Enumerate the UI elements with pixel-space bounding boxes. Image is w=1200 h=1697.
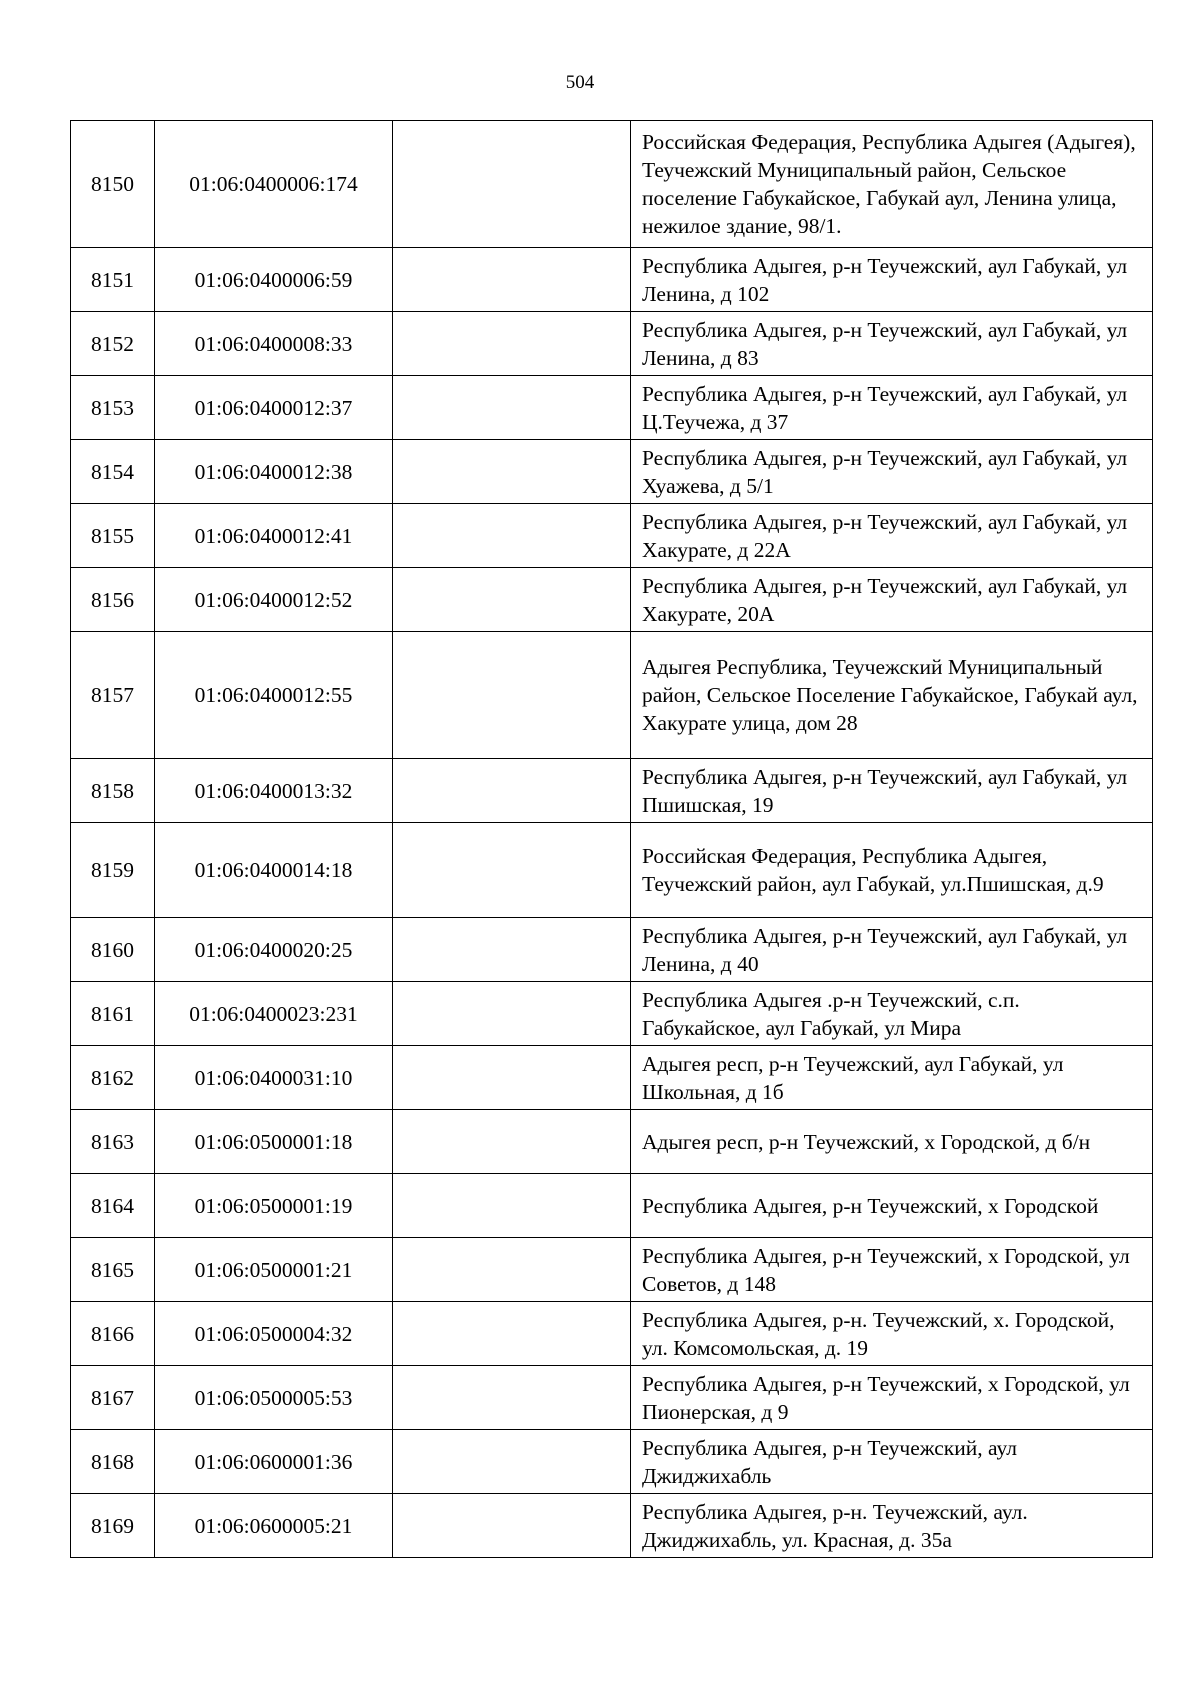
cadastral-number-cell: 01:06:0400013:32 — [155, 759, 393, 823]
cadastral-number-cell: 01:06:0400012:52 — [155, 568, 393, 632]
cadastral-number-cell: 01:06:0400006:59 — [155, 248, 393, 312]
cadastral-number-cell: 01:06:0400023:231 — [155, 982, 393, 1046]
table-row — [71, 376, 1153, 440]
table-row — [71, 1110, 1153, 1174]
empty-cell — [393, 376, 631, 440]
cadastral-number-cell: 01:06:0400012:41 — [155, 504, 393, 568]
empty-cell — [393, 1366, 631, 1430]
row-number-cell: 8161 — [71, 982, 155, 1046]
table-row — [71, 1046, 1153, 1110]
empty-cell — [393, 121, 631, 248]
address-cell: Республика Адыгея, р-н Теучежский, х Городской, ул Пионерская, д 9 — [631, 1366, 1153, 1430]
empty-cell — [393, 1302, 631, 1366]
address-cell: Республика Адыгея, р-н. Теучежский, х. Городской, ул. Комсомольская, д. 19 — [631, 1302, 1153, 1366]
address-cell: Российская Федерация, Республика Адыгея, Теучежский район, аул Габукай, ул.Пшишская, д.9 — [631, 823, 1153, 918]
address-cell: Республика Адыгея, р-н Теучежский, аул Джиджихабль — [631, 1430, 1153, 1494]
empty-cell — [393, 759, 631, 823]
address-cell: Республика Адыгея, р-н Теучежский, х Городской — [631, 1174, 1153, 1238]
table-row — [71, 440, 1153, 504]
empty-cell — [393, 1046, 631, 1110]
address-cell: Республика Адыгея, р-н. Теучежский, аул. Джиджихабль, ул. Красная, д. 35а — [631, 1494, 1153, 1558]
table-row — [71, 1494, 1153, 1558]
address-cell: Республика Адыгея, р-н Теучежский, аул Габукай, ул Пшишская, 19 — [631, 759, 1153, 823]
table-row — [71, 1174, 1153, 1238]
address-cell: Республика Адыгея, р-н Теучежский, аул Габукай, ул Хуажева, д 5/1 — [631, 440, 1153, 504]
empty-cell — [393, 312, 631, 376]
cadastral-number-cell: 01:06:0500004:32 — [155, 1302, 393, 1366]
cadastral-number-cell: 01:06:0600001:36 — [155, 1430, 393, 1494]
empty-cell — [393, 440, 631, 504]
page-number: 504 — [565, 72, 595, 93]
cadastral-number-cell: 01:06:0400014:18 — [155, 823, 393, 918]
table-row — [71, 918, 1153, 982]
address-cell: Республика Адыгея, р-н Теучежский, аул Габукай, ул Хакурате, д 22А — [631, 504, 1153, 568]
empty-cell — [393, 1174, 631, 1238]
empty-cell — [393, 1110, 631, 1174]
row-number-cell: 8150 — [71, 121, 155, 248]
table-row — [71, 632, 1153, 759]
table-row — [71, 121, 1153, 248]
row-number-cell: 8154 — [71, 440, 155, 504]
row-number-cell: 8157 — [71, 632, 155, 759]
table-row — [71, 823, 1153, 918]
address-cell: Республика Адыгея .р-н Теучежский, с.п. Габукайское, аул Габукай, ул Мира — [631, 982, 1153, 1046]
cadastral-number-cell: 01:06:0500001:18 — [155, 1110, 393, 1174]
empty-cell — [393, 918, 631, 982]
address-cell: Республика Адыгея, р-н Теучежский, х Городской, ул Советов, д 148 — [631, 1238, 1153, 1302]
empty-cell — [393, 248, 631, 312]
cadastral-number-cell: 01:06:0400012:55 — [155, 632, 393, 759]
table-row — [71, 312, 1153, 376]
empty-cell — [393, 504, 631, 568]
address-cell: Российская Федерация, Республика Адыгея (Адыгея), Теучежский Муниципальный район, Сельское поселение Габукайское, Габукай аул, Ленина улица, нежилое здание, 98/1. — [631, 121, 1153, 248]
row-number-cell: 8163 — [71, 1110, 155, 1174]
address-cell: Адыгея респ, р-н Теучежский, аул Габукай, ул Школьная, д 1б — [631, 1046, 1153, 1110]
row-number-cell: 8168 — [71, 1430, 155, 1494]
row-number-cell: 8159 — [71, 823, 155, 918]
row-number-cell: 8158 — [71, 759, 155, 823]
address-cell: Адыгея респ, р-н Теучежский, х Городской, д б/н — [631, 1110, 1153, 1174]
address-cell: Республика Адыгея, р-н Теучежский, аул Габукай, ул Ленина, д 102 — [631, 248, 1153, 312]
row-number-cell: 8164 — [71, 1174, 155, 1238]
empty-cell — [393, 982, 631, 1046]
table-row — [71, 1366, 1153, 1430]
cadastral-number-cell: 01:06:0400020:25 — [155, 918, 393, 982]
cadastral-number-cell: 01:06:0400012:37 — [155, 376, 393, 440]
row-number-cell: 8167 — [71, 1366, 155, 1430]
empty-cell — [393, 568, 631, 632]
row-number-cell: 8169 — [71, 1494, 155, 1558]
cadastral-number-cell: 01:06:0600005:21 — [155, 1494, 393, 1558]
table-row — [71, 248, 1153, 312]
row-number-cell: 8152 — [71, 312, 155, 376]
empty-cell — [393, 1494, 631, 1558]
empty-cell — [393, 632, 631, 759]
table-row — [71, 504, 1153, 568]
registry-table — [70, 120, 1153, 1558]
table-row — [71, 568, 1153, 632]
table-row — [71, 982, 1153, 1046]
row-number-cell: 8155 — [71, 504, 155, 568]
row-number-cell: 8151 — [71, 248, 155, 312]
cadastral-number-cell: 01:06:0400031:10 — [155, 1046, 393, 1110]
address-cell: Республика Адыгея, р-н Теучежский, аул Габукай, ул Ленина, д 83 — [631, 312, 1153, 376]
table-row — [71, 1430, 1153, 1494]
address-cell: Адыгея Республика, Теучежский Муниципальный район, Сельское Поселение Габукайское, Габукай аул, Хакурате улица, дом 28 — [631, 632, 1153, 759]
row-number-cell: 8162 — [71, 1046, 155, 1110]
table-row — [71, 759, 1153, 823]
address-cell: Республика Адыгея, р-н Теучежский, аул Габукай, ул Ц.Теучежа, д 37 — [631, 376, 1153, 440]
row-number-cell: 8165 — [71, 1238, 155, 1302]
address-cell: Республика Адыгея, р-н Теучежский, аул Габукай, ул Ленина, д 40 — [631, 918, 1153, 982]
row-number-cell: 8166 — [71, 1302, 155, 1366]
address-cell: Республика Адыгея, р-н Теучежский, аул Габукай, ул Хакурате, 20А — [631, 568, 1153, 632]
cadastral-number-cell: 01:06:0400008:33 — [155, 312, 393, 376]
table-row — [71, 1302, 1153, 1366]
empty-cell — [393, 823, 631, 918]
cadastral-number-cell: 01:06:0500005:53 — [155, 1366, 393, 1430]
empty-cell — [393, 1238, 631, 1302]
registry-table-body — [71, 121, 1153, 1558]
cadastral-number-cell: 01:06:0500001:19 — [155, 1174, 393, 1238]
row-number-cell: 8156 — [71, 568, 155, 632]
cadastral-number-cell: 01:06:0500001:21 — [155, 1238, 393, 1302]
cadastral-number-cell: 01:06:0400006:174 — [155, 121, 393, 248]
empty-cell — [393, 1430, 631, 1494]
cadastral-number-cell: 01:06:0400012:38 — [155, 440, 393, 504]
row-number-cell: 8153 — [71, 376, 155, 440]
table-row — [71, 1238, 1153, 1302]
row-number-cell: 8160 — [71, 918, 155, 982]
